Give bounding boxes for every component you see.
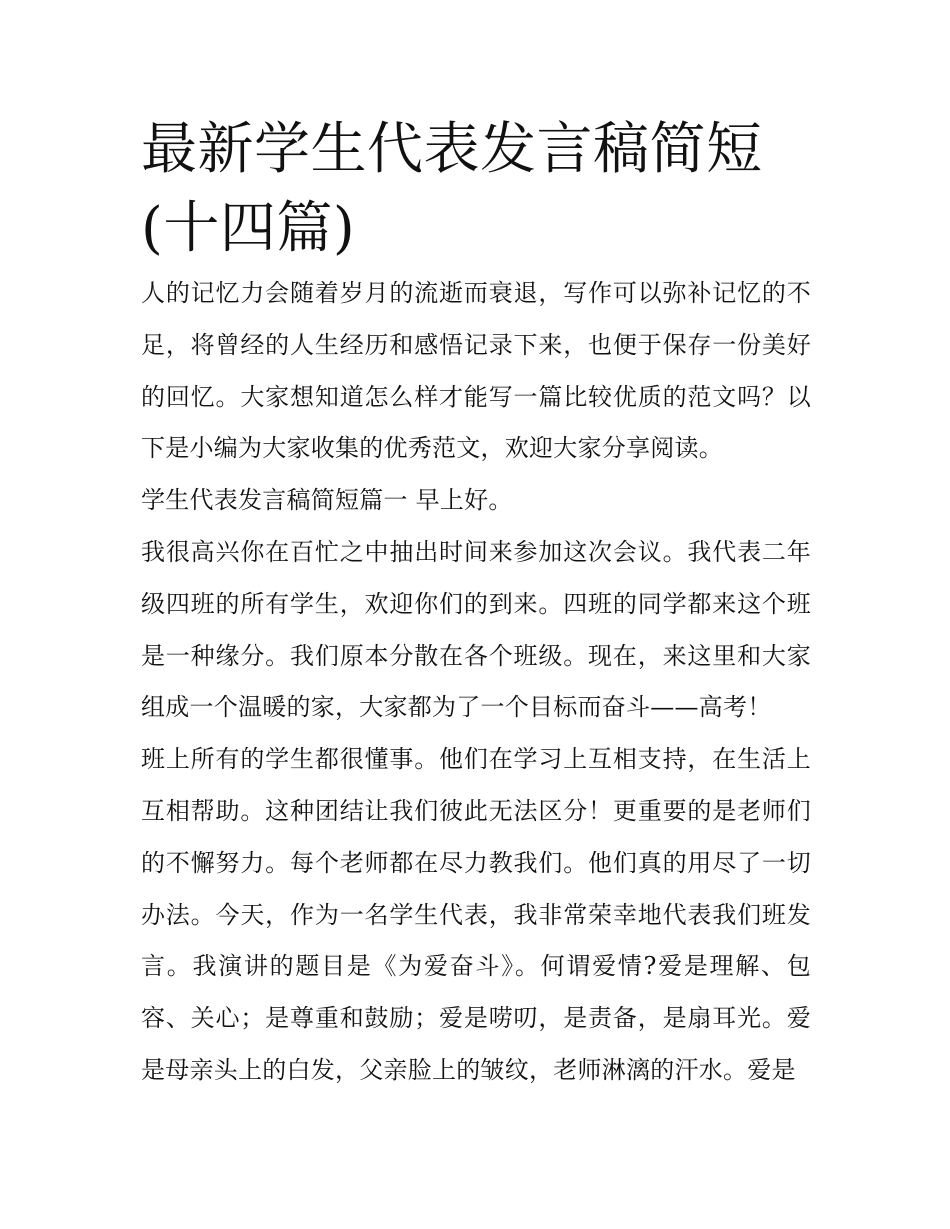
section-heading: 学生代表发言稿简短篇一 早上好。 xyxy=(141,486,513,515)
body-paragraph: 班上所有的学生都很懂事。他们在学习上互相支持，在生活上互相帮助。这种团结让我们彼此无法区分！更重要的是老师们的不懈努力。每个老师都在尽力教我们。他们真的用尽了一切办法。今天，作为一名学生代表，我非常荣幸地代表我们班发言。我演讲的题目是《为爱奋斗》。何谓爱情?爱是理解、包容、关心；是尊重和鼓励；爱是唠叨，是责备，是扇耳光。爱是母亲头上的白发，父亲脸上的皱纹，老师淋漓的汗水。爱是 xyxy=(141,745,811,1084)
intro-paragraph: 人的记忆力会随着岁月的流逝而衰退，写作可以弥补记忆的不足，将曾经的人生经历和感悟记录下来，也便于保存一份美好的回忆。大家想知道怎么样才能写一篇比较优质的范文吗？以下是小编为大家收集的优秀范文，欢迎大家分享阅读。 xyxy=(141,279,811,463)
document-page xyxy=(141,110,811,1097)
body-paragraph: 我很高兴你在百忙之中抽出时间来参加这次会议。我代表二年级四班的所有学生，欢迎你们的到来。四班的同学都来这个班是一种缘分。我们原本分散在各个班级。现在，来这里和大家组成一个温暖的家，大家都为了一个目标而奋斗——高考！ xyxy=(141,537,811,722)
document-title: 最新学生代表发言稿简短(十四篇) xyxy=(141,117,763,261)
